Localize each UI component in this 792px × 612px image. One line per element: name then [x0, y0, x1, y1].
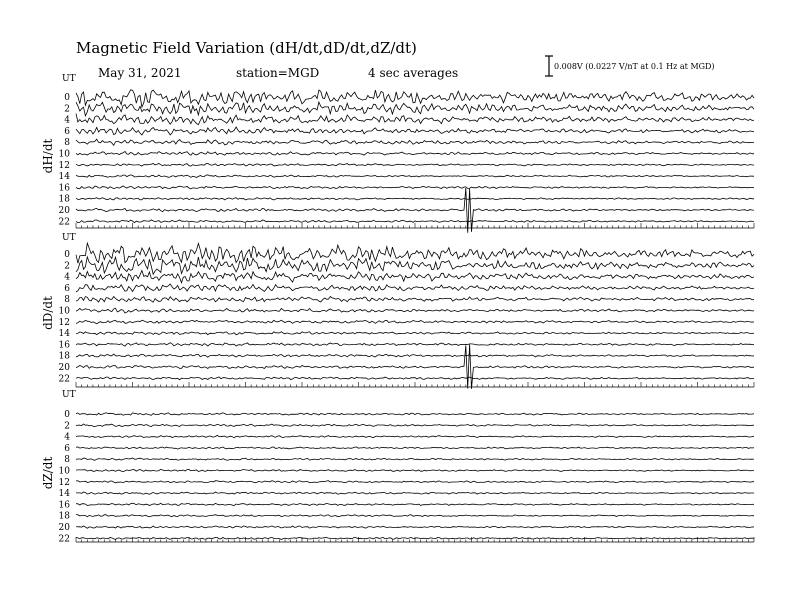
trace-2-6 — [76, 481, 754, 483]
row-label: 18 — [58, 194, 70, 205]
trace-0-9 — [76, 198, 754, 200]
trace-1-3 — [76, 284, 754, 292]
panel-ylabel: dD/dt — [41, 296, 55, 330]
trace-2-3 — [76, 447, 754, 449]
trace-0-8 — [76, 186, 754, 189]
row-label: 22 — [58, 534, 70, 545]
row-label: 10 — [58, 306, 70, 317]
ut-label: UT — [62, 390, 76, 400]
trace-2-5 — [76, 469, 754, 471]
station-label: station=MGD — [236, 66, 320, 80]
panel-ylabel: dH/dt — [41, 138, 55, 174]
trace-2-9 — [76, 515, 754, 517]
row-label: 14 — [58, 329, 70, 340]
row-label: 12 — [58, 160, 70, 171]
trace-2-2 — [76, 435, 754, 437]
scale-bar — [545, 56, 553, 76]
row-label: 18 — [58, 511, 70, 522]
ut-label: UT — [62, 74, 76, 84]
trace-0-4 — [76, 139, 754, 145]
trace-0-5 — [76, 151, 754, 155]
trace-0-1 — [76, 102, 754, 116]
row-label: 14 — [58, 172, 70, 183]
trace-2-8 — [76, 503, 754, 505]
trace-0-11 — [76, 220, 754, 223]
row-label: 16 — [58, 183, 70, 194]
row-label: 22 — [58, 374, 70, 385]
row-label: 2 — [64, 421, 70, 432]
row-label: 8 — [64, 138, 70, 149]
panels — [41, 74, 754, 544]
scale-bar-label: 0.008V (0.0227 V/nT at 0.1 Hz at MGD) — [554, 62, 715, 71]
row-label: 10 — [58, 149, 70, 160]
trace-0-6 — [76, 163, 754, 166]
trace-0-2 — [76, 114, 754, 125]
row-label: 4 — [64, 432, 70, 443]
panel-3 — [41, 390, 754, 544]
trace-1-1 — [76, 257, 754, 274]
trace-1-8 — [76, 343, 754, 346]
row-label: 0 — [64, 93, 70, 103]
trace-1-9 — [76, 354, 754, 357]
trace-1-7 — [76, 332, 754, 335]
trace-2-10 — [76, 526, 754, 528]
trace-2-0 — [76, 413, 754, 416]
trace-0-7 — [76, 175, 754, 178]
row-label: 16 — [58, 500, 70, 511]
row-label: 10 — [58, 466, 70, 477]
row-label: 4 — [64, 115, 70, 126]
row-label: 8 — [64, 455, 70, 466]
trace-1-2 — [76, 271, 754, 283]
trace-0-3 — [76, 127, 754, 135]
panel-2 — [41, 233, 754, 389]
panel-ylabel: dZ/dt — [41, 456, 55, 490]
trace-1-11 — [76, 377, 754, 380]
row-label: 0 — [64, 410, 70, 420]
row-label: 20 — [58, 363, 70, 373]
row-label: 6 — [64, 443, 70, 454]
trace-0-0 — [76, 90, 754, 107]
trace-1-4 — [76, 297, 754, 303]
row-label: 12 — [58, 477, 70, 488]
row-label: 22 — [58, 217, 70, 228]
row-label: 6 — [64, 283, 70, 294]
row-label: 20 — [58, 206, 70, 216]
trace-1-5 — [76, 308, 754, 313]
row-label: 0 — [64, 250, 70, 260]
trace-1-6 — [76, 320, 754, 324]
row-label: 2 — [64, 261, 70, 272]
row-label: 16 — [58, 340, 70, 351]
trace-2-1 — [76, 424, 754, 427]
row-label: 8 — [64, 295, 70, 306]
row-label: 14 — [58, 489, 70, 500]
panel-1 — [41, 74, 754, 233]
trace-2-7 — [76, 492, 754, 494]
trace-1-0 — [76, 243, 754, 263]
trace-2-4 — [76, 458, 754, 460]
ut-label: UT — [62, 233, 76, 243]
averaging-label: 4 sec averages — [368, 66, 459, 80]
row-label: 18 — [58, 351, 70, 362]
row-label: 2 — [64, 104, 70, 115]
date-label: May 31, 2021 — [98, 66, 182, 80]
row-label: 4 — [64, 272, 70, 283]
row-label: 20 — [58, 523, 70, 533]
row-label: 6 — [64, 126, 70, 137]
figure-title: Magnetic Field Variation (dH/dt,dD/dt,dZ/dt) — [76, 39, 417, 57]
row-label: 12 — [58, 317, 70, 328]
